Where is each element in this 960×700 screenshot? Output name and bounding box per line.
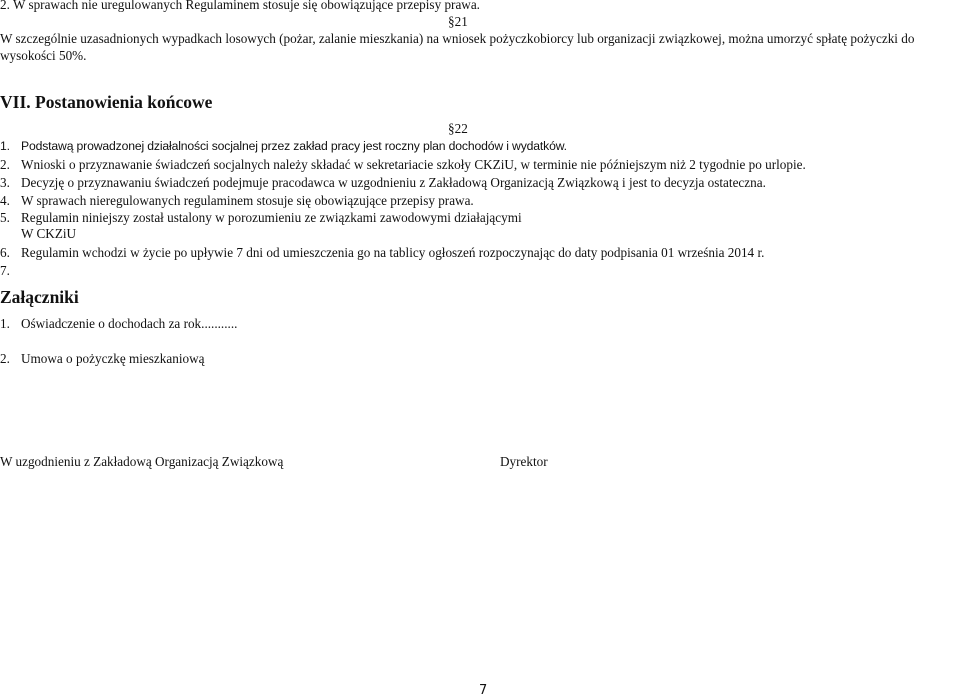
paragraph-21-text-line-1: W szczególnie uzasadnionych wypadkach losowych (pożar, zalanie mieszkania) na wniosek pożyczkobiorcy lub organizacji związkowej, można umorzyć spłatę pożyczki do [0,31,915,46]
paragraph-22-mark: §22 [448,121,468,136]
item-text: W sprawach nieregulowanych regulaminem stosuje się obowiązujące przepisy prawa. [21,193,474,208]
item-text: Regulamin niniejszy został ustalony w porozumieniu ze związkami zawodowymi działającymi [21,210,522,225]
final-provision-2 [0,157,806,173]
item-text: Oświadczenie o dochodach za rok........... [21,316,238,331]
item-number: 6. [0,245,10,260]
item-number: 2. [0,351,10,366]
signature-union: W uzgodnieniu z Zakładową Organizacją Związkową [0,454,284,469]
attachment-2 [0,351,204,367]
attachments-heading: Załączniki [0,287,79,307]
item-text: Wnioski o przyznawanie świadczeń socjalnych należy składać w sekretariacie szkoły CKZiU, w terminie nie późniejszym niż 2 tygodnie po urlopie. [21,157,806,172]
paragraph-21-text-line-2: wysokości 50%. [0,48,87,63]
final-provision-5-continued [0,226,76,242]
item-text: Umowa o pożyczkę mieszkaniową [21,351,205,366]
item-number: 3. [0,175,10,190]
item-text: Decyzję o przyznawaniu świadczeń podejmuje pracodawca w uzgodnieniu z Zakładową Organizacją Związkową i jest to decyzja ostateczna. [21,175,766,190]
final-provision-5 [0,210,522,226]
paragraph-21-mark: §21 [448,14,468,29]
item-text: W CKZiU [21,226,77,241]
item-text: Regulamin wchodzi w życie po upływie 7 dni od umieszczenia go na tablicy ogłoszeń rozpoczynając do daty podpisania 01 września 2014 r. [21,245,765,260]
final-provision-3 [0,175,766,191]
final-provision-7 [0,263,21,279]
item-number: 4. [0,193,10,208]
page-number: 7 [479,683,488,698]
item-number: 5. [0,210,10,225]
regulation-item-2: 2. W sprawach nie uregulowanych Regulaminem stosuje się obowiązujące przepisy prawa. [0,0,480,12]
item-number: 1. [0,139,10,153]
section-7-heading: VII. Postanowienia końcowe [0,92,213,112]
final-provision-1 [0,139,567,153]
final-provision-6 [0,245,764,261]
item-number: 2. [0,157,10,172]
item-number: 7. [0,263,10,278]
signature-director: Dyrektor [500,454,548,469]
attachment-1 [0,316,237,332]
final-provision-4 [0,193,474,209]
item-text: Podstawą prowadzonej działalności socjalnej przez zakład pracy jest roczny plan dochodów i wydatków. [21,139,567,153]
item-number: 1. [0,316,10,331]
